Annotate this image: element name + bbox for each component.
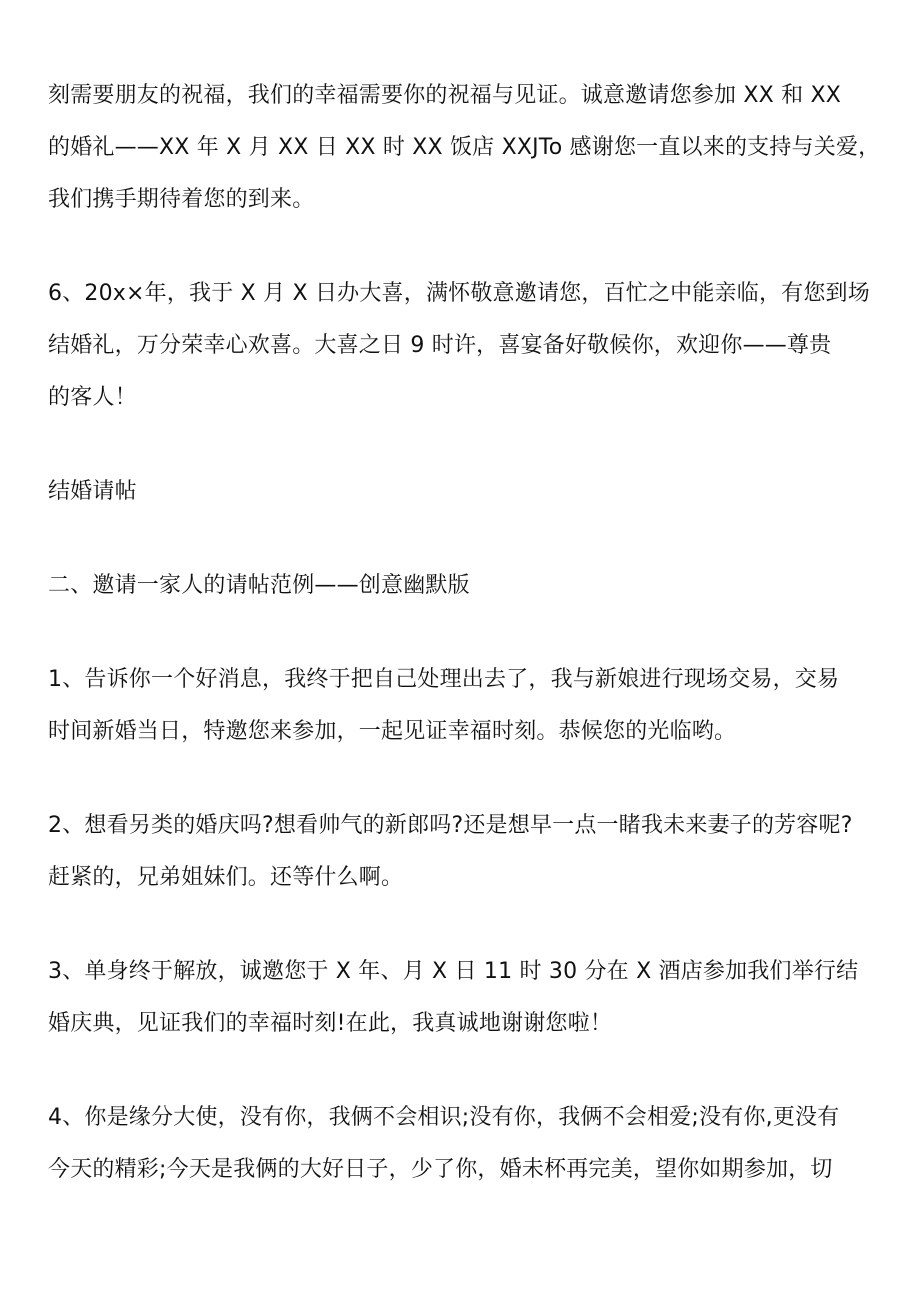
text-line: 3、单身终于解放，诚邀您于 X 年、月 X 日 11 时 30 分在 X 酒店参加我们举行结 (48, 959, 859, 984)
section-heading-wedding-invitation (48, 466, 898, 518)
text-line: 婚庆典，见证我们的幸福时刻!在此，我真诚地谢谢您啦！ (48, 1011, 613, 1036)
text-line: 今天的精彩;今天是我俩的大好日子，少了你，婚未杯再完美，望你如期参加，切 (48, 1157, 833, 1182)
text-line: 结婚请帖 (48, 479, 137, 504)
document-page (48, 70, 898, 1196)
paragraph-item-3 (48, 946, 898, 1050)
section-heading-humorous (48, 560, 898, 612)
text-line: 的客人！ (48, 385, 137, 410)
text-line: 6、20x×年，我于 X 月 X 日办大喜，满怀敬意邀请您，百忙之中能亲临，有您到场 (48, 281, 870, 306)
text-line: 结婚礼，万分荣幸心欢喜。大喜之日 9 时许，喜宴备好敬候你，欢迎你——尊贵 (48, 333, 832, 358)
text-line: 的婚礼——XX 年 X 月 XX 日 XX 时 XX 饭店 XXJTo 感谢您一直以来的支持与关爱， (48, 135, 881, 160)
text-line: 赶紧的，兄弟姐妹们。还等什么啊。 (48, 865, 404, 890)
paragraph-item-6 (48, 268, 898, 424)
text-line: 二、邀请一家人的请帖范例——创意幽默版 (48, 573, 470, 598)
paragraph-item-1 (48, 654, 898, 758)
text-line: 1、告诉你一个好消息，我终于把自己处理出去了，我与新娘进行现场交易，交易 (48, 667, 840, 692)
paragraph-invitation-continued (48, 70, 898, 226)
paragraph-item-4 (48, 1092, 898, 1196)
text-line: 刻需要朋友的祝福，我们的幸福需要你的祝福与见证。诚意邀请您参加 XX 和 XX (48, 83, 842, 108)
text-line: 我们携手期待着您的到来。 (48, 187, 315, 212)
text-line: 2、想看另类的婚庆吗?想看帅气的新郎吗?还是想早一点一睹我未来妻子的芳容呢? (48, 813, 853, 838)
paragraph-item-2 (48, 800, 898, 904)
text-line: 4、你是缘分大使，没有你，我俩不会相识;没有你，我俩不会相爱;没有你,更没有 (48, 1105, 840, 1130)
text-line: 时间新婚当日，特邀您来参加，一起见证幸福时刻。恭候您的光临哟。 (48, 719, 737, 744)
